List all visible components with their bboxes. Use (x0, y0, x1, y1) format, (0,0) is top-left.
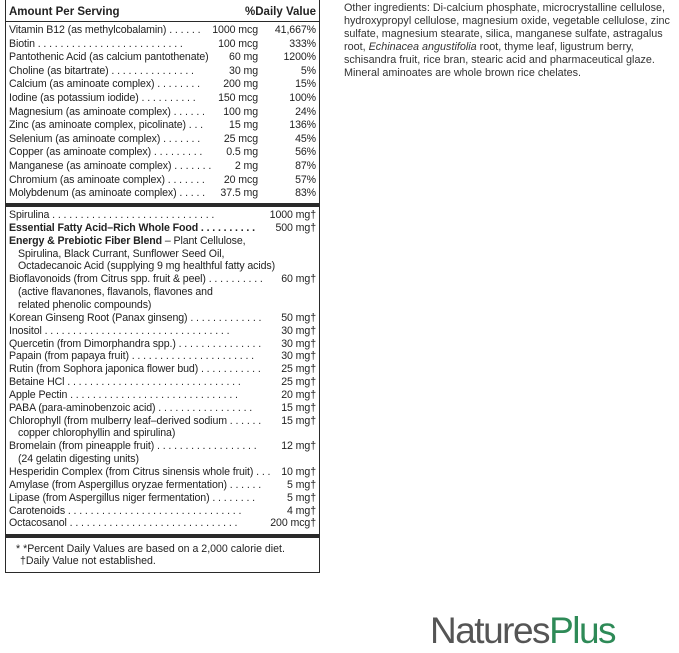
section-divider (6, 203, 319, 207)
ingredient-row (9, 517, 316, 529)
ingredient-amount: 4 mg† (287, 504, 316, 517)
nutrient-name: Choline (as bitartrate) . . . . . . . . . . . . . . . (9, 64, 194, 77)
ingredient-row (9, 248, 316, 260)
ingredient-amount: 1000 mg† (269, 209, 316, 221)
ingredient-name: Hesperidin Complex (from Citrus sinensis whole fruit) . . . (9, 466, 271, 478)
nutrient-dv: 45% (295, 132, 316, 145)
nutrient-dv: 24% (295, 105, 316, 118)
ingredient-name: Octadecanoic Acid (supplying 9 mg healthful fatty acids) (18, 260, 276, 273)
nutrient-row (9, 106, 316, 118)
nutrient-dv: 87% (295, 160, 316, 172)
nutrient-dv: 56% (295, 146, 316, 159)
nutrient-row (9, 187, 316, 199)
ingredient-row (9, 299, 316, 311)
ingredient-name: Betaine HCl . . . . . . . . . . . . . . . . . . . . . . . . . . . . . . . (9, 376, 241, 389)
nutrient-name: Pantothenic Acid (as calcium pantothenate) (9, 51, 209, 64)
supplement-facts-panel (5, 0, 320, 573)
ingredient-name: PABA (para-aminobenzoic acid) . . . . . . . . . . . . . . . . . (9, 401, 253, 414)
nutrient-row (9, 78, 316, 90)
ingredient-name: Chlorophyll (from mulberry leaf–derived sodium . . . . . . (9, 414, 262, 427)
ingredient-name: Carotenoids . . . . . . . . . . . . . . . . . . . . . . . . . . . . . . . (9, 504, 242, 517)
ingredient-name: Energy & Prebiotic Fiber Blend (9, 234, 162, 247)
ingredient-name: (24 gelatin digesting units) (18, 453, 139, 466)
ingredient-amount: 30 mg† (281, 337, 316, 350)
nutrient-row (9, 65, 316, 77)
ingredient-row (9, 286, 316, 298)
nutrient-dv: 1200% (283, 51, 316, 64)
nutrient-name: Magnesium (as aminoate complex) . . . . . . (9, 105, 205, 118)
ingredient-row (9, 338, 316, 350)
ingredient-amount: 30 mg† (281, 350, 316, 363)
nutrient-dv: 5% (300, 64, 316, 77)
nutrient-row (9, 160, 316, 172)
ingredient-amount: 20 mg† (281, 388, 316, 401)
ingredient-amount: 5 mg† (287, 491, 316, 504)
ingredient-row (9, 312, 316, 324)
ingredient-amount: 60 mg† (281, 273, 316, 286)
ingredient-name: (active flavanones, flavanols, flavones and (18, 286, 213, 299)
ingredient-row (9, 389, 316, 401)
nutrient-amount: 150 mcg (218, 92, 258, 104)
ingredient-amount: 5 mg† (287, 478, 316, 491)
nutrient-name: Copper (as aminoate complex) . . . . . . . . . (9, 146, 203, 159)
ingredient-amount: 25 mg† (281, 376, 316, 389)
nutrient-amount: 100 mg (223, 105, 258, 118)
ingredient-name: Rutin (from Sophora japonica flower bud) . . . . . . . . . . . (9, 363, 261, 376)
ingredient-row (9, 415, 316, 427)
ingredient-amount: 12 mg† (281, 440, 316, 453)
header-divider (6, 21, 319, 22)
ingredient-row (9, 363, 316, 375)
nutrient-row (9, 146, 316, 158)
ingredient-name: copper chlorophyllin and spirulina) (18, 427, 176, 440)
ingredient-amount: 500 mg† (275, 221, 316, 234)
ingredient-amount: 200 mcg† (270, 517, 316, 530)
nutrient-name: Biotin . . . . . . . . . . . . . . . . . . . . . . . . . . (9, 37, 183, 50)
ingredient-row (9, 325, 316, 337)
nutrient-amount: 37.5 mg (220, 187, 258, 200)
ingredient-amount: 10 mg† (281, 466, 316, 478)
ingredient-amount: 50 mg† (281, 311, 316, 324)
nutrient-amount: 1000 mcg (212, 24, 258, 36)
ingredient-row (9, 402, 316, 414)
nutrient-row (9, 133, 316, 145)
naturesplus-logo (430, 610, 615, 652)
nutrient-name: Iodine (as potassium iodide) . . . . . . . . . . (9, 92, 196, 104)
ingredient-row (9, 440, 316, 452)
footer-divider (6, 534, 319, 538)
ingredient-name: Apple Pectin . . . . . . . . . . . . . . . . . . . . . . . . . . . . . . (9, 388, 238, 401)
ingredient-name: Korean Ginseng Root (Panax ginseng) . . . . . . . . . . . . . (9, 311, 262, 324)
ingredient-name: Essential Fatty Acid–Rich Whole Food . . . . . . . . . . (9, 221, 255, 234)
ingredient-row (9, 260, 316, 272)
nutrient-amount: 100 mcg (218, 37, 258, 50)
ingredient-name: Quercetin (from Dimorphandra spp.) . . . . . . . . . . . . . . . (9, 337, 262, 350)
nutrient-name: Calcium (as aminoate complex) . . . . . . . . (9, 78, 200, 91)
ingredient-name: related phenolic compounds) (18, 298, 152, 311)
ingredient-row (9, 273, 316, 285)
ingredient-row (9, 453, 316, 465)
ingredient-name: Spirulina . . . . . . . . . . . . . . . . . . . . . . . . . . . . . (9, 209, 215, 221)
footnote-dagger: †Daily Value not established. (20, 555, 156, 567)
nutrient-name: Molybdenum (as aminoate complex) . . . . . (9, 187, 205, 200)
ingredient-amount: 25 mg† (281, 363, 316, 376)
ingredient-name: Bromelain (from pineapple fruit) . . . . . . . . . . . . . . . . . . (9, 440, 257, 453)
logo-plus: Plus (549, 610, 616, 651)
other-ingredients: Other ingredients: Di-calcium phosphate, microcrystalline cellulose, hydroxypropyl cellulose, magnesium oxide, vegetable cellulose, zinc sulfate, magnesium stearate, silica, manganese sulfate, astragalus root, Echinacea angustifolia root, thyme leaf, ligustrum berry, schisandra fruit, rice bran, stearic acid and pharmaceutical glaze. Mineral aminoates are whole brown rice chelates. (344, 2, 670, 79)
nutrient-dv: 333% (289, 37, 316, 50)
ingredient-row (9, 209, 316, 221)
nutrient-amount: 20 mcg (223, 173, 258, 186)
nutrient-dv: 57% (295, 173, 316, 186)
ingredient-name: Papain (from papaya fruit) . . . . . . . . . . . . . . . . . . . . . . (9, 350, 254, 363)
nutrient-row (9, 119, 316, 131)
ingredient-suffix: – Plant Cellulose, (162, 234, 246, 247)
nutrient-name: Vitamin B12 (as methylcobalamin) . . . . . . (9, 24, 201, 36)
ingredient-row (9, 505, 316, 517)
nutrient-amount: 25 mcg (223, 132, 258, 145)
nutrient-dv: 100% (289, 92, 316, 104)
nutrient-amount: 200 mg (223, 78, 258, 91)
ingredient-row (9, 427, 316, 439)
nutrient-row (9, 174, 316, 186)
ingredient-row (9, 479, 316, 491)
ingredient-row (9, 466, 316, 478)
nutrient-name: Selenium (as aminoate complex) . . . . . . . (9, 132, 201, 145)
nutrient-amount: 15 mg (229, 119, 258, 132)
nutrient-amount: 0.5 mg (226, 146, 258, 159)
nutrient-amount: 2 mg (234, 160, 258, 172)
nutrient-dv: 83% (295, 187, 316, 200)
nutrient-name: Chromium (as aminoate complex) . . . . . . . (9, 173, 205, 186)
ingredient-row (9, 376, 316, 388)
nutrient-row (9, 51, 316, 63)
ingredient-row (9, 492, 316, 504)
ingredient-amount: 15 mg† (281, 401, 316, 414)
nutrient-name: Zinc (as aminoate complex, picolinate) . . . (9, 119, 204, 132)
ingredient-name: Inositol . . . . . . . . . . . . . . . . . . . . . . . . . . . . . . . . . (9, 324, 230, 337)
nutrient-dv: 136% (289, 119, 316, 132)
ingredient-name: Spirulina, Black Currant, Sunflower Seed Oil, (18, 247, 225, 260)
daily-value-label: %Daily Value (245, 6, 316, 18)
amount-per-serving-label: Amount Per Serving (9, 6, 120, 18)
ingredient-amount: 30 mg† (281, 324, 316, 337)
nutrient-amount: 60 mg (229, 51, 258, 64)
ingredient-name: Bioflavonoids (from Citrus spp. fruit & peel) . . . . . . . . . . (9, 273, 263, 286)
ingredient-amount: 15 mg† (281, 414, 316, 427)
panel-header (9, 5, 316, 19)
ingredient-name: Lipase (from Aspergillus niger fermentation) . . . . . . . . (9, 491, 256, 504)
nutrient-amount: 30 mg (229, 64, 258, 77)
ingredient-name: Octacosanol . . . . . . . . . . . . . . . . . . . . . . . . . . . . . . (9, 517, 238, 530)
ingredient-name: Amylase (from Aspergillus oryzae fermentation) . . . . . . (9, 478, 262, 491)
ingredient-row (9, 222, 316, 234)
nutrient-row (9, 38, 316, 50)
nutrient-name: Manganese (as aminoate complex) . . . . . . . (9, 160, 212, 172)
ingredient-row (9, 235, 316, 247)
ingredient-row (9, 350, 316, 362)
nutrient-row (9, 24, 316, 36)
nutrient-dv: 15% (295, 78, 316, 91)
logo-natures: Natures (430, 610, 550, 651)
nutrient-dv: 41,667% (274, 24, 316, 36)
footnote-percent: * *Percent Daily Values are based on a 2,000 calorie diet. (16, 543, 285, 555)
nutrient-row (9, 92, 316, 104)
